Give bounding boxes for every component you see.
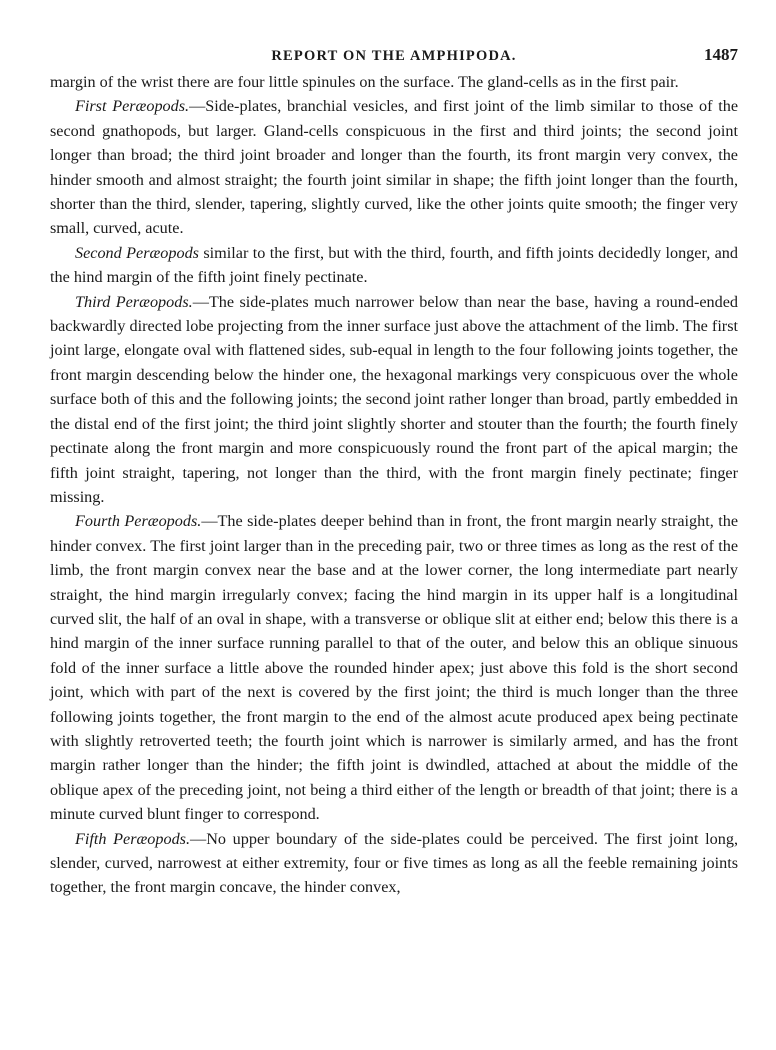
paragraph-text: —The side-plates deeper behind than in front, the front margin nearly straight, the hinder convex. The first joint larger than in the preceding pair, two or three times as long as the rest of the limb, the front margin convex near the base and at the lower corner, the long intermediate part nearly straight, the hind margin irregularly convex; facing the hind margin in its upper half is a longitudinal curved slit, the half of an oval in shape, with a transverse or oblique slit at either end; below this there is a hind margin of the inner surface running parallel to that of the outer, and below this an oblique sinuous fold of the inner surface a little above the rounded hinder apex; just above this fold is the short second joint, which with part of the next is covered by the first joint; the third is much longer than the three following joints together, the front margin to the end of the almost acute produced apex being pectinate with slightly retroverted teeth; the fourth joint which is narrower is similarly armed, and has the front margin rather longer than the hinder; the fifth joint is dwindled, attached at about the middle of the oblique apex of the preceding joint, not being a third either of the length or breadth of that joint; there is a minute curved blunt finger to correspond. bbox=[50, 512, 738, 824]
paragraph-fifth-peraeopods bbox=[50, 827, 738, 900]
paragraph-third-peraeopods bbox=[50, 290, 738, 510]
running-title: REPORT ON THE AMPHIPODA. bbox=[271, 48, 517, 64]
paragraph-fourth-peraeopods bbox=[50, 509, 738, 826]
body-text bbox=[50, 70, 738, 900]
paragraph-continuation bbox=[50, 70, 738, 94]
paragraph-text: —No upper boundary of the side-plates could be perceived. The first joint long, slender, curved, narrowest at either extremity, four or five times as long as all the feeble remaining joints together, the front margin concave, the hinder convex, bbox=[50, 829, 738, 897]
section-heading-fourth-peraeopods: Fourth Peræopods. bbox=[75, 512, 202, 531]
paragraph-text: —The side-plates much narrower below than near the base, having a round-ended backwardly directed lobe projecting from the inner surface just above the attachment of the limb. The first joint large, elongate oval with flattened sides, sub-equal in length to the four following joints together, the front margin descending below the hinder one, the hexagonal markings very conspicuous over the whole surface both of this and the following joints; the second joint rather longer than broad, partly embedded in the distal end of the first joint; the third joint slightly shorter and stouter than the fourth; the fourth finely pectinate along the front margin and more conspicuously round the front part of the apical margin; the fifth joint straight, tapering, not longer than the third, with the front margin finely pectinate; finger missing. bbox=[50, 292, 738, 506]
paragraph-first-peraeopods bbox=[50, 94, 738, 240]
section-heading-second-peraeopods: Second Peræopods bbox=[75, 243, 199, 262]
section-heading-third-peraeopods: Third Peræopods. bbox=[75, 292, 193, 311]
section-heading-first-peraeopods: First Peræopods. bbox=[75, 97, 190, 116]
document-page bbox=[50, 40, 738, 900]
running-head bbox=[50, 40, 738, 70]
paragraph-text: similar to the first, but with the third, fourth, and fifth joints decidedly longer, and the hind margin of the fifth joint finely pectinate. bbox=[50, 243, 738, 287]
paragraph-text: —Side-plates, branchial vesicles, and first joint of the limb similar to those of the second gnathopods, but larger. Gland-cells conspicuous in the first and third joints; the second joint longer than broad; the third joint broader and longer than the fourth, its front margin very convex, the hinder smooth and almost straight; the fourth joint similar in shape; the fifth joint longer than the fourth, shorter than the third, slender, tapering, slightly curved, like the other joints quite smooth; the finger very small, curved, acute. bbox=[50, 97, 739, 238]
paragraph-text: margin of the wrist there are four little spinules on the surface. The gland-cells as in the first pair. bbox=[50, 73, 679, 91]
paragraph-second-peraeopods bbox=[50, 241, 738, 290]
page-number: 1487 bbox=[704, 45, 738, 64]
section-heading-fifth-peraeopods: Fifth Peræopods. bbox=[75, 829, 191, 848]
